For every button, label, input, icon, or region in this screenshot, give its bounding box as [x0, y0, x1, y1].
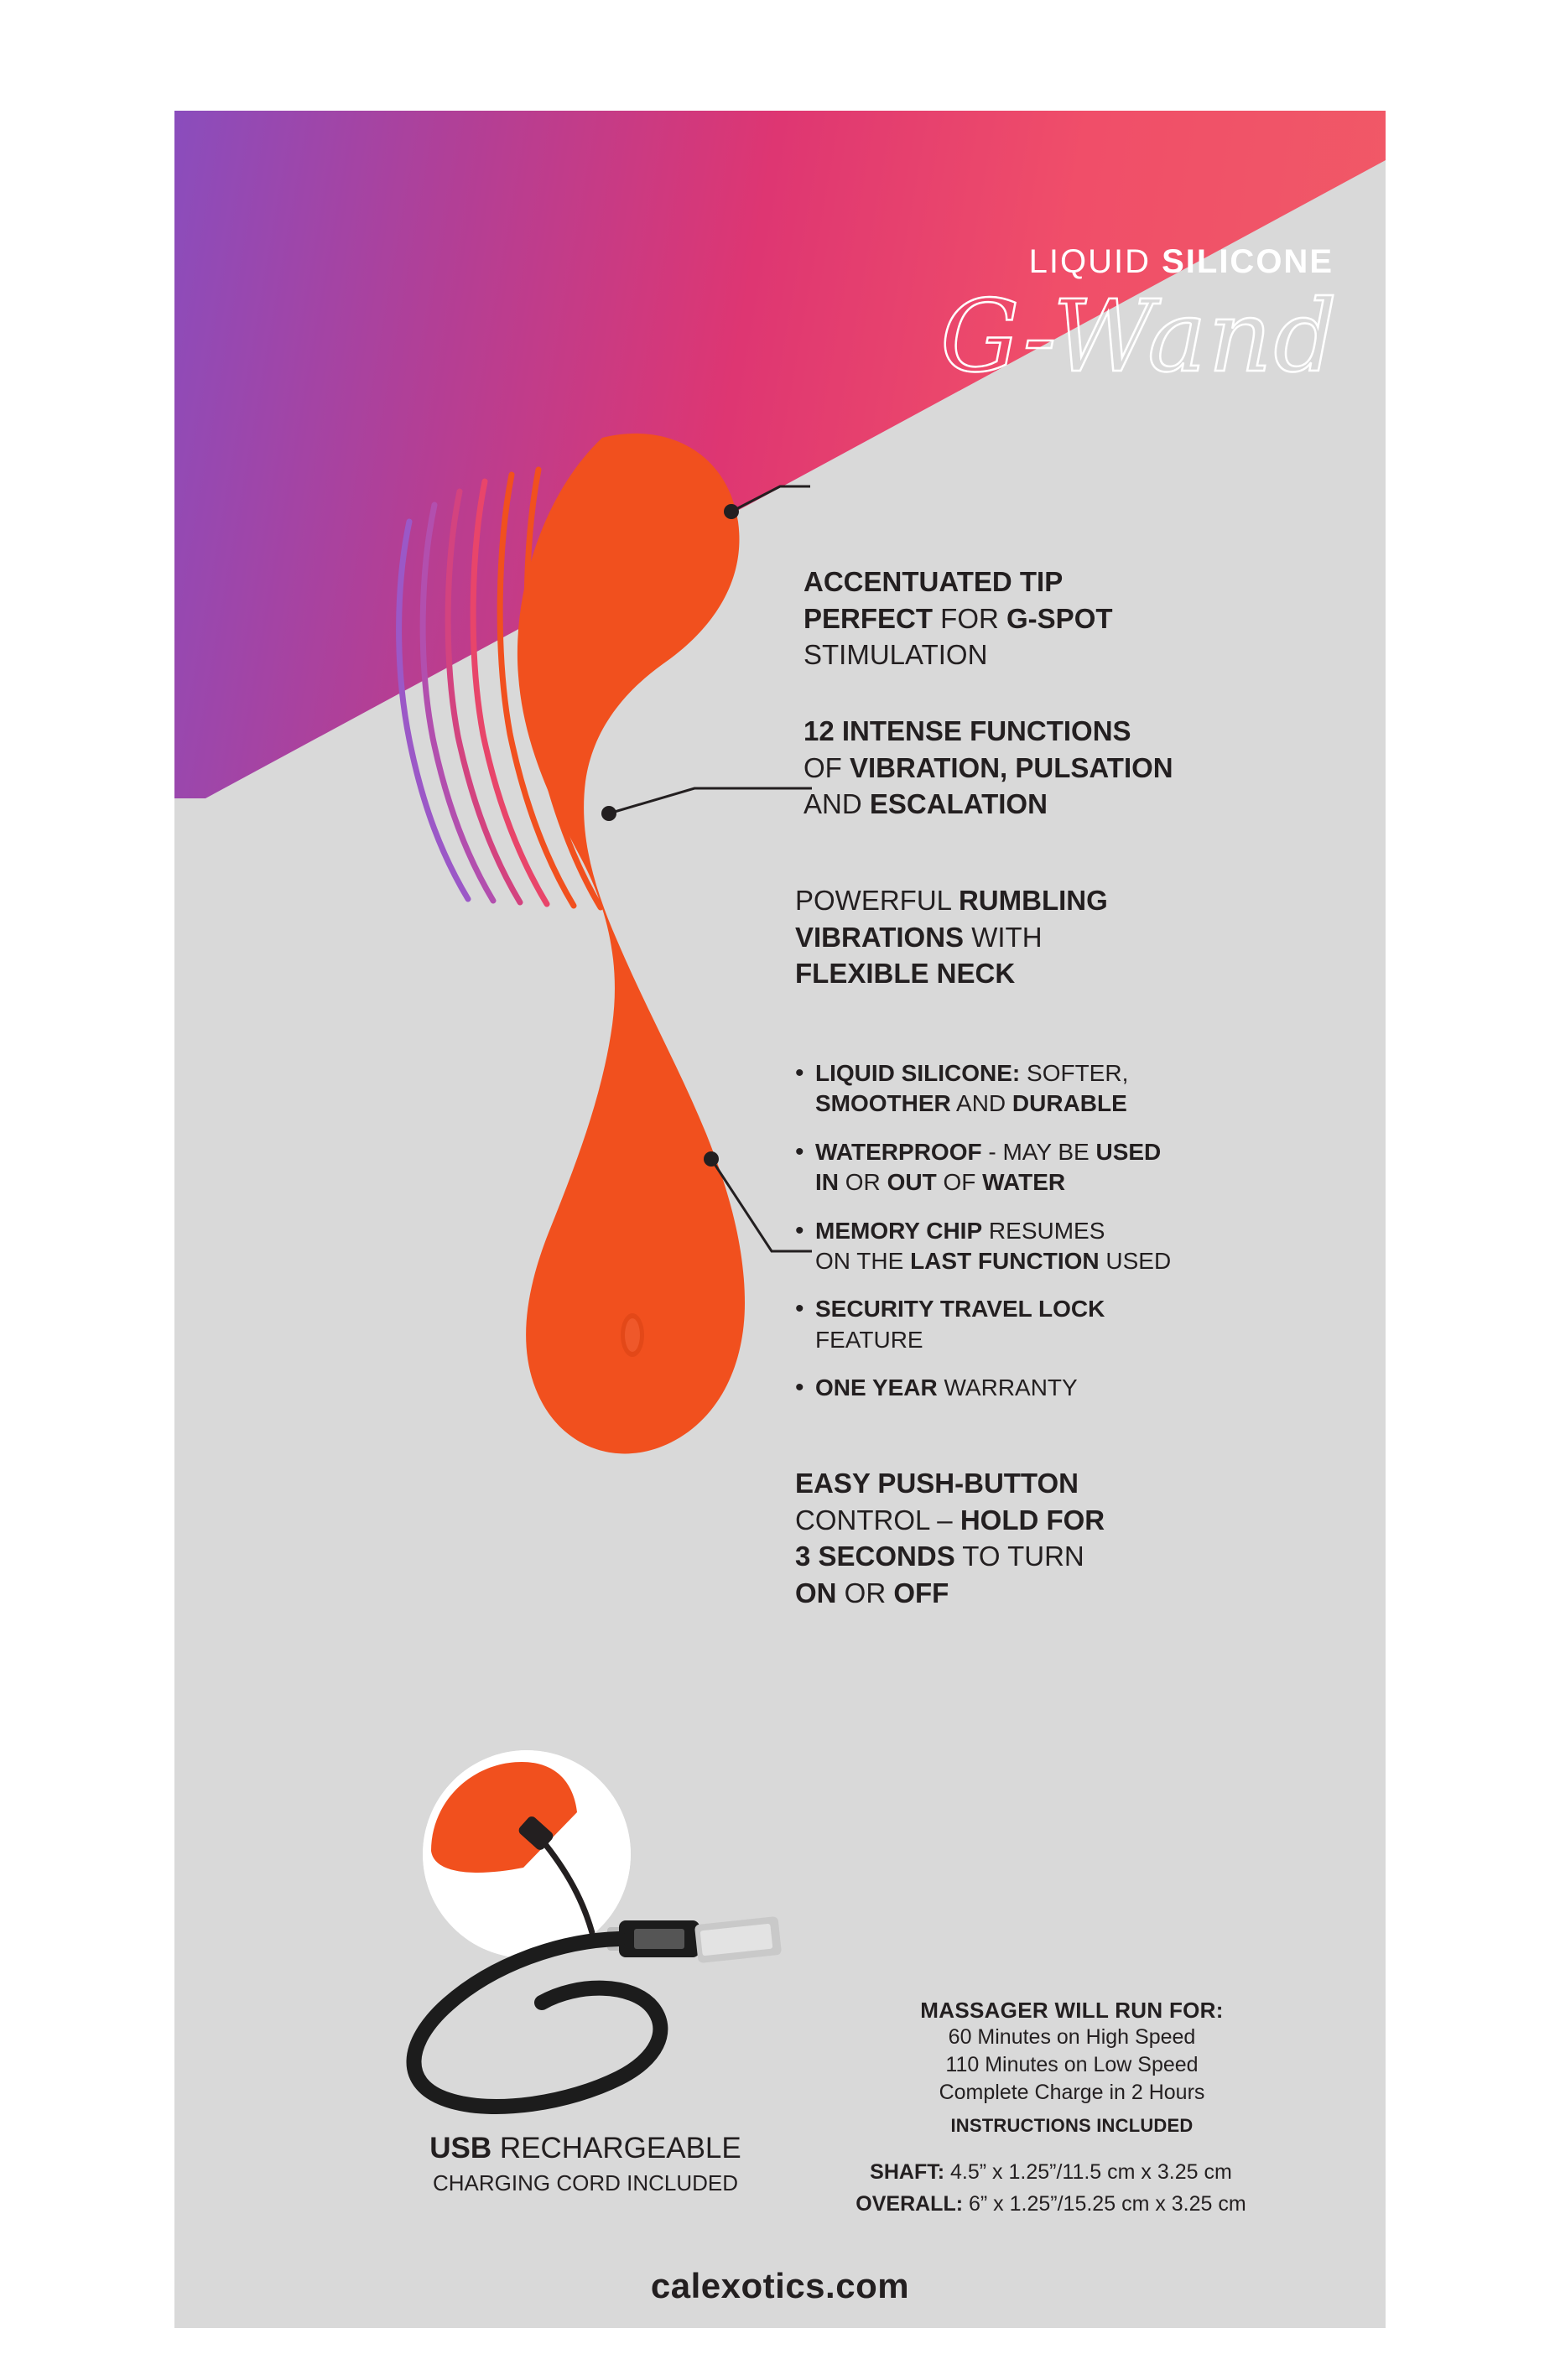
- product-name-title: G-Wand: [940, 278, 1339, 394]
- feature-btn-line3-bold: 3 SECONDS: [795, 1541, 955, 1572]
- feature-functions-line3-pre: AND: [804, 788, 870, 820]
- instructions-included: INSTRUCTIONS INCLUDED: [950, 2115, 1194, 2136]
- bullet-2-bold2: LAST FUNCTION: [910, 1247, 1100, 1274]
- feature-accentuated-tip: [804, 564, 1273, 673]
- website-url: calexotics.com: [650, 2266, 910, 2305]
- feature-vib-line3-bold: FLEXIBLE NECK: [795, 958, 1016, 990]
- run-time-block: [812, 1998, 1332, 2107]
- bullet-warranty: [795, 1373, 1315, 1403]
- feature-vib-line2-post: WITH: [964, 921, 1043, 953]
- heading-liquid: LIQUID: [1028, 243, 1162, 280]
- usb-rechargeable-label: [367, 2132, 804, 2196]
- bullet-2-mid: RESUMES: [982, 1217, 1105, 1244]
- feature-bullet-list: [795, 1058, 1315, 1421]
- feature-btn-line4-bold2: OFF: [893, 1577, 949, 1608]
- feature-tip-line2-rest: FOR: [933, 602, 1007, 634]
- run-time-line-1: 60 Minutes on High Speed: [948, 2025, 1196, 2049]
- bullet-1-bold2: USED: [1095, 1138, 1162, 1165]
- bullet-1-mid4: OF: [936, 1169, 983, 1196]
- bullet-1-bold5: WATER: [982, 1169, 1066, 1196]
- feature-btn-line1: EASY PUSH-BUTTON: [795, 1468, 1079, 1499]
- bullet-liquid-silicone: [795, 1058, 1315, 1120]
- bullet-memory-chip: [795, 1216, 1315, 1277]
- feature-vib-line2-bold: VIBRATIONS: [795, 921, 965, 953]
- heading-silicone: SILICONE: [1162, 243, 1334, 280]
- usb-sub: CHARGING CORD INCLUDED: [432, 2170, 739, 2196]
- run-time-line-3: Complete Charge in 2 Hours: [939, 2081, 1205, 2104]
- bullet-2-bold1: MEMORY CHIP: [815, 1217, 983, 1244]
- usb-cable-illustration: [367, 1905, 804, 2140]
- bullet-0-bold3: DURABLE: [1012, 1090, 1127, 1117]
- overall-value: 6” x 1.25”/15.25 cm x 3.25 cm: [963, 2191, 1246, 2216]
- bullet-3-mid: FEATURE: [815, 1326, 923, 1353]
- bullet-1-bold4: OUT: [887, 1169, 937, 1196]
- bullet-1-mid: - MAY BE: [981, 1138, 1096, 1165]
- feature-functions: [804, 713, 1298, 823]
- feature-vib-line1-bold: RUMBLING: [958, 885, 1108, 916]
- feature-vibrations: [795, 882, 1265, 992]
- bullet-2-mid3: USED: [1099, 1247, 1172, 1274]
- feature-btn-line2-pre: CONTROL –: [795, 1504, 960, 1536]
- run-time-line-2: 110 Minutes on Low Speed: [945, 2053, 1199, 2076]
- feature-tip-line1: ACCENTUATED TIP: [804, 566, 1064, 597]
- feature-push-button: [795, 1465, 1265, 1611]
- shaft-value: 4.5” x 1.25”/11.5 cm x 3.25 cm: [944, 2160, 1232, 2184]
- bullet-2-mid2: ON THE: [815, 1247, 911, 1274]
- feature-btn-line3-post: TO TURN: [954, 1541, 1084, 1572]
- feature-functions-line1: 12 INTENSE FUNCTIONS: [804, 715, 1131, 746]
- bullet-0-mid2: AND: [950, 1090, 1012, 1117]
- bullet-0-bold2: SMOOTHER: [815, 1090, 951, 1117]
- feature-tip-line2-bold: PERFECT: [804, 602, 934, 634]
- feature-functions-line3-bold: ESCALATION: [869, 788, 1048, 820]
- overall-dimensions: [762, 2189, 1340, 2221]
- bullet-travel-lock: [795, 1294, 1315, 1355]
- product-package: [174, 111, 1386, 2328]
- feature-functions-line2-bold: VIBRATION, PULSATION: [850, 751, 1173, 783]
- feature-btn-line4-mid: OR: [836, 1577, 894, 1608]
- bullet-0-mid: SOFTER,: [1020, 1060, 1129, 1086]
- bullet-1-bold1: WATERPROOF: [815, 1138, 982, 1165]
- bullet-0-bold1: LIQUID SILICONE:: [815, 1060, 1021, 1086]
- feature-vib-line1-pre: POWERFUL: [795, 885, 959, 916]
- bullet-waterproof: [795, 1137, 1315, 1198]
- bullet-4-mid: WARRANTY: [937, 1374, 1078, 1401]
- bullet-1-bold3: IN: [815, 1169, 839, 1196]
- usb-rest: RECHARGEABLE: [491, 2132, 741, 2164]
- shaft-dimensions: [762, 2157, 1340, 2189]
- bullet-1-mid3: OR: [839, 1169, 887, 1196]
- feature-tip-line2-bold2: G-SPOT: [1006, 602, 1113, 634]
- feature-btn-line2-bold: HOLD FOR: [960, 1504, 1105, 1536]
- usb-bold: USB: [429, 2132, 492, 2164]
- dimensions-block: [762, 2157, 1340, 2220]
- run-time-title: MASSAGER WILL RUN FOR:: [920, 1998, 1224, 2023]
- feature-functions-line2-pre: OF: [804, 751, 850, 783]
- feature-btn-line4-bold: ON: [795, 1577, 837, 1608]
- shaft-label: SHAFT:: [870, 2160, 945, 2184]
- bullet-3-bold1: SECURITY TRAVEL LOCK: [815, 1296, 1105, 1323]
- overall-label: OVERALL:: [856, 2191, 964, 2216]
- feature-tip-line3: STIMULATION: [804, 639, 988, 671]
- bullet-4-bold1: ONE YEAR: [815, 1374, 938, 1401]
